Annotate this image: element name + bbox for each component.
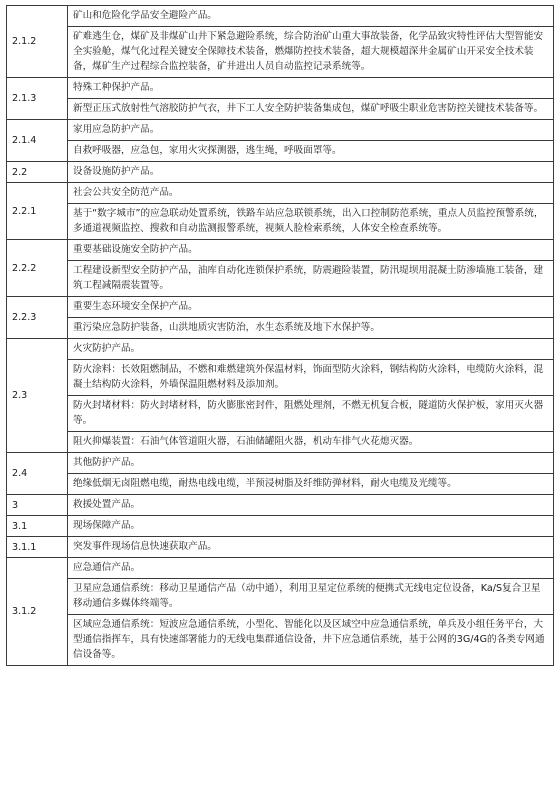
section-heading: 其他防护产品。 [68, 453, 554, 474]
section-detail: 工程建设新型安全防护产品，油库自动化连锁保护系统，防震避险装置，防汛堤坝用混凝土防渗墙施工装备，建筑工程减隔震装置等。 [68, 261, 554, 297]
section-code: 2.1.2 [7, 6, 68, 78]
table-row [7, 162, 554, 183]
table-row [7, 360, 554, 396]
section-detail: 新型正压式放射性气溶胶防护气衣，井下工人安全防护装备集成包，煤矿呼吸尘职业危害防控关键技术装备等。 [68, 99, 554, 120]
section-detail: 防火涂料：长效阻燃制品，不燃和难燃建筑外保温材料，饰面型防火涂料，钢结构防火涂料，电缆防火涂料，混凝土结构防火涂料，外墙保温阻燃材料及添加剂。 [68, 360, 554, 396]
section-code: 2.4 [7, 453, 68, 495]
table-row [7, 537, 554, 558]
table-row [7, 558, 554, 579]
table-row [7, 27, 554, 78]
section-detail: 绝缘低烟无卤阻燃电缆，耐热电线电缆，半预浸树脂及纤维防弹材料，耐火电缆及光缆等。 [68, 474, 554, 495]
section-heading: 矿山和危险化学品安全避险产品。 [68, 6, 554, 27]
table-body [7, 6, 554, 666]
table-row [7, 240, 554, 261]
table-row [7, 261, 554, 297]
table-row [7, 78, 554, 99]
table-row [7, 474, 554, 495]
section-code: 2.2.2 [7, 240, 68, 297]
table-row [7, 6, 554, 27]
section-heading: 应急通信产品。 [68, 558, 554, 579]
section-code: 3.1 [7, 516, 68, 537]
section-detail: 基于“数字城市”的应急联动处置系统，铁路车站应急联锁系统，出入口控制防范系统，重点人员监控预警系统，多通道视频监控、搜救和自动监测报警系统，视频人脸检索系统，人体安全检查系统等。 [68, 204, 554, 240]
section-code: 3.1.1 [7, 537, 68, 558]
section-detail: 阻火抑爆装置：石油气体管道阻火器，石油储罐阻火器，机动车排气火花熄灭器。 [68, 432, 554, 453]
table-row [7, 516, 554, 537]
section-detail: 区域应急通信系统：短波应急通信系统，小型化、智能化以及区域空中应急通信系统，单兵及小组任务平台，大型通信指挥车，具有快速部署能力的无线电集群通信设备，井下应急通信系统，基于公网的3G/4G的各类专网通信设备等。 [68, 615, 554, 666]
section-code: 2.1.3 [7, 78, 68, 120]
table-row [7, 204, 554, 240]
section-heading: 突发事件现场信息快速获取产品。 [68, 537, 554, 558]
section-detail: 防火封堵材料：防火封堵材料，防火膨胀密封件，阻燃处理剂，不燃无机复合板，隧道防火保护板，家用灭火器等。 [68, 396, 554, 432]
section-heading: 设备设施防护产品。 [68, 162, 554, 183]
section-code: 2.2.1 [7, 183, 68, 240]
table-row [7, 495, 554, 516]
section-heading: 社会公共安全防范产品。 [68, 183, 554, 204]
table-row [7, 615, 554, 666]
table-row [7, 183, 554, 204]
table-row [7, 120, 554, 141]
table-row [7, 432, 554, 453]
section-heading: 重要生态环境安全保护产品。 [68, 297, 554, 318]
section-code: 2.2 [7, 162, 68, 183]
section-heading: 特殊工种保护产品。 [68, 78, 554, 99]
table-row [7, 453, 554, 474]
table-row [7, 318, 554, 339]
section-detail: 卫星应急通信系统：移动卫星通信产品（动中通），利用卫星定位系统的便携式无线电定位设备，Ka/S复合卫星移动通信多媒体终端等。 [68, 579, 554, 615]
table-row [7, 339, 554, 360]
section-detail: 自救呼吸器，应急包，家用火灾探测器，逃生绳，呼吸面罩等。 [68, 141, 554, 162]
section-heading: 现场保障产品。 [68, 516, 554, 537]
section-heading: 家用应急防护产品。 [68, 120, 554, 141]
section-code: 3.1.2 [7, 558, 68, 666]
table-row [7, 579, 554, 615]
table-row [7, 99, 554, 120]
section-code: 2.2.3 [7, 297, 68, 339]
section-detail: 重污染应急防护装备，山洪地质灾害防治，水生态系统及地下水保护等。 [68, 318, 554, 339]
section-heading: 救援处置产品。 [68, 495, 554, 516]
section-heading: 火灾防护产品。 [68, 339, 554, 360]
section-heading: 重要基础设施安全防护产品。 [68, 240, 554, 261]
table-row [7, 141, 554, 162]
table-row [7, 297, 554, 318]
section-detail: 矿难逃生仓，煤矿及非煤矿山井下紧急避险系统，综合防治矿山重大事故装备，化学品致灾特性评估大型智能安全实验舱，煤气化过程关键安全保障技术装备，燃爆防控技术装备，超大规模超深井金属矿山开采安全技术装备，煤矿生产过程综合监控装备，矿井进出人员自动监控记录系统等。 [68, 27, 554, 78]
table-row [7, 396, 554, 432]
section-code: 3 [7, 495, 68, 516]
section-code: 2.3 [7, 339, 68, 453]
section-code: 2.1.4 [7, 120, 68, 162]
product-catalog-table [6, 5, 554, 666]
